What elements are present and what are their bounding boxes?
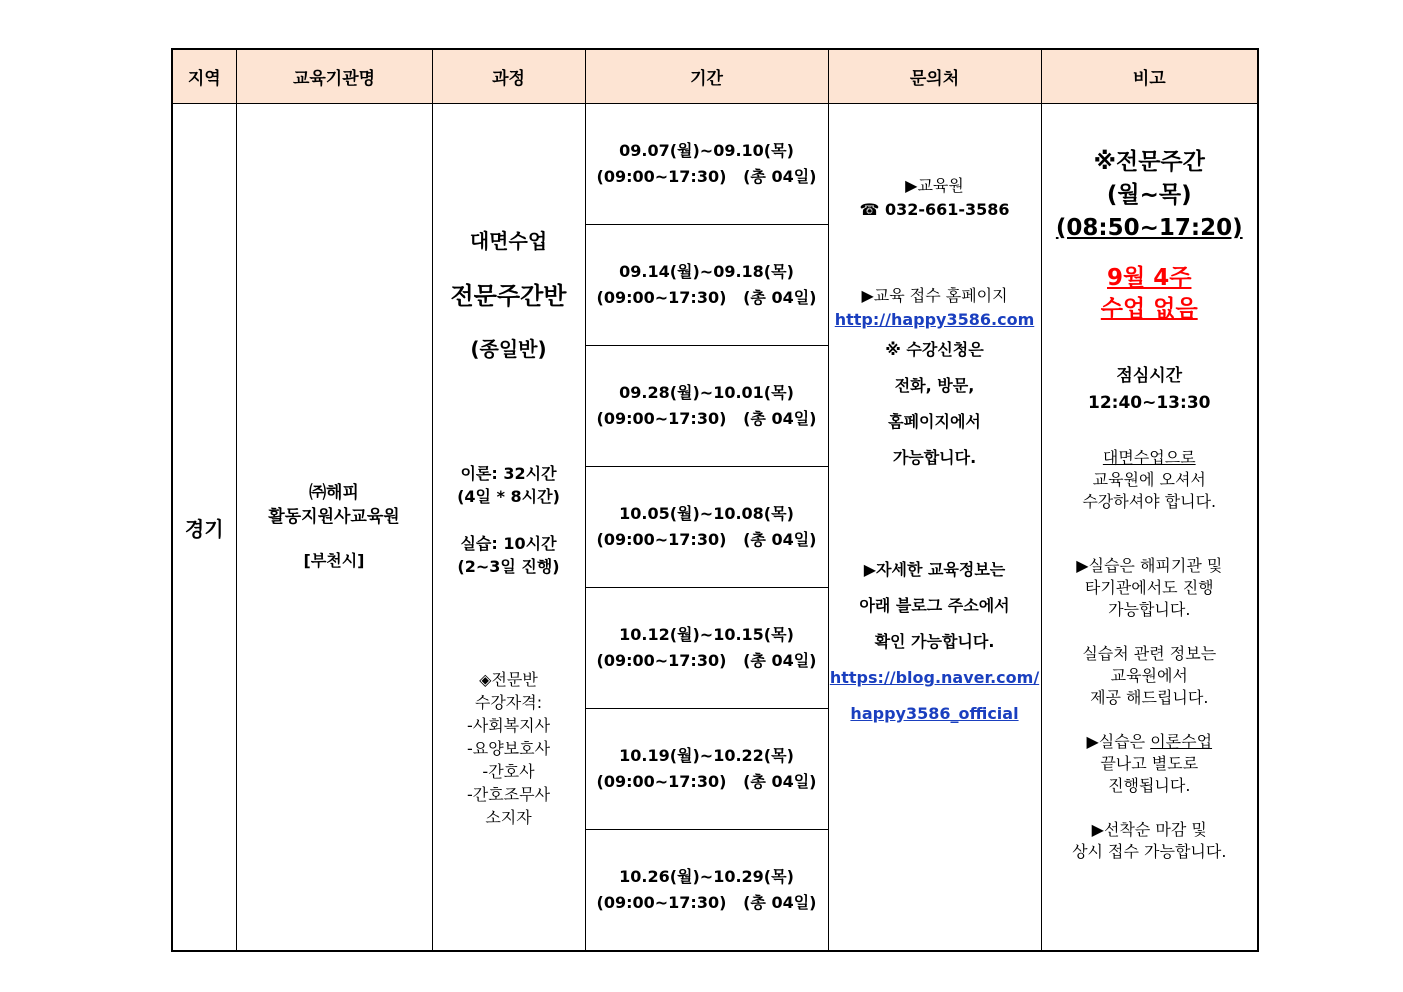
period-cell	[585, 588, 828, 709]
practice-hours: 실습: 10시간	[460, 534, 557, 553]
org-name-1: ㈜해피	[309, 483, 359, 503]
remark-note: 교육원에 오셔서	[1092, 470, 1206, 489]
remark-note: 상시 접수 가능합니다.	[1072, 842, 1227, 861]
qual-title: ◈전문반	[479, 670, 538, 689]
period-dates: 09.07(월)~09.10(목)	[619, 141, 794, 160]
lunch-label: 점심시간	[1116, 366, 1183, 386]
remark-note: 대면수업으로	[1102, 448, 1196, 467]
course-sub: (종일반)	[470, 337, 547, 361]
header-region: 지역	[172, 49, 236, 104]
period-time: (09:00~17:30) (총 04일)	[596, 893, 817, 912]
phone-number: ☎ 032-661-3586	[859, 200, 1010, 219]
org-cell	[236, 104, 432, 952]
period-dates: 10.05(월)~10.08(목)	[619, 504, 794, 523]
org-name-2: 활동지원사교육원	[268, 507, 400, 527]
practice-detail: (2~3일 진행)	[457, 557, 560, 576]
blog-link-2[interactable]: happy3586_official	[850, 704, 1019, 723]
table-row	[172, 104, 1258, 225]
header-row	[172, 49, 1258, 104]
remark-note: 진행됩니다.	[1108, 776, 1191, 795]
info-note: ▶자세한 교육정보는	[863, 560, 1006, 579]
period-dates: 09.14(월)~09.18(목)	[619, 262, 794, 281]
remark-note: 끝나고 별도로	[1100, 754, 1199, 773]
period-cell	[585, 104, 828, 225]
period-dates: 10.12(월)~10.15(목)	[619, 625, 794, 644]
info-note: 아래 블로그 주소에서	[859, 596, 1010, 615]
remark-note: 타기관에서도 진행	[1084, 578, 1214, 597]
header-contact: 문의처	[828, 49, 1041, 104]
period-time: (09:00~17:30) (총 04일)	[596, 530, 817, 549]
theory-hours: 이론: 32시간	[460, 464, 557, 483]
qual-item: -요양보호사	[466, 739, 551, 758]
qual-item: -간호조무사	[466, 785, 551, 804]
apply-note: 전화, 방문,	[894, 376, 975, 395]
remark-note: 교육원에서	[1110, 666, 1188, 685]
no-class-notice-2: 수업 없음	[1100, 296, 1198, 322]
remark-note: 실습처 관련 정보는	[1082, 644, 1217, 663]
header-course: 과정	[432, 49, 585, 104]
region-cell: 경기	[172, 104, 236, 952]
remark-time: (08:50~17:20)	[1055, 215, 1243, 241]
theory-detail: (4일 * 8시간)	[457, 487, 560, 506]
period-cell	[585, 225, 828, 346]
office-label: ▶교육원	[905, 176, 964, 195]
schedule-table	[171, 48, 1259, 952]
remark-days: (월~목)	[1106, 182, 1192, 208]
no-class-notice: 9월 4주	[1107, 265, 1192, 291]
qual-sub: 수강자격:	[474, 693, 543, 712]
period-time: (09:00~17:30) (총 04일)	[596, 651, 817, 670]
remark-note: 수강하셔야 합니다.	[1082, 492, 1217, 511]
period-cell	[585, 467, 828, 588]
qual-item: -간호사	[482, 762, 535, 781]
period-cell	[585, 346, 828, 467]
header-period: 기간	[585, 49, 828, 104]
period-dates: 10.26(월)~10.29(목)	[619, 867, 794, 886]
header-org: 교육기관명	[236, 49, 432, 104]
period-cell	[585, 830, 828, 952]
course-cell	[432, 104, 585, 952]
remark-title: ※전문주간	[1093, 149, 1205, 175]
apply-note: 홈페이지에서	[888, 412, 981, 431]
apply-note: ※ 수강신청은	[885, 340, 984, 359]
period-time: (09:00~17:30) (총 04일)	[596, 288, 817, 307]
course-name: 전문주간반	[450, 282, 567, 310]
apply-note: 가능합니다.	[892, 448, 977, 467]
period-time: (09:00~17:30) (총 04일)	[596, 167, 817, 186]
remark-note: ▶선착순 마감 및	[1091, 820, 1207, 839]
period-dates: 09.28(월)~10.01(목)	[619, 383, 794, 402]
info-note: 확인 가능합니다.	[874, 632, 995, 651]
remark-note: 제공 해드립니다.	[1090, 688, 1209, 707]
homepage-label: ▶교육 접수 홈페이지	[861, 286, 1008, 305]
org-city: [부천시]	[303, 551, 365, 570]
period-time: (09:00~17:30) (총 04일)	[596, 409, 817, 428]
remark-note: 가능합니다.	[1108, 600, 1191, 619]
header-remarks: 비고	[1041, 49, 1258, 104]
remark-note: ▶실습은 해피기관 및	[1076, 556, 1223, 575]
qual-item: -사회복지사	[466, 716, 551, 735]
course-type: 대면수업	[469, 229, 548, 253]
blog-link[interactable]: https://blog.naver.com/	[829, 668, 1040, 687]
qual-item: 소지자	[485, 808, 532, 827]
period-time: (09:00~17:30) (총 04일)	[596, 772, 817, 791]
contact-cell	[828, 104, 1041, 952]
lunch-time: 12:40~13:30	[1088, 393, 1211, 413]
period-dates: 10.19(월)~10.22(목)	[619, 746, 794, 765]
homepage-link[interactable]: http://happy3586.com	[834, 310, 1035, 329]
remarks-cell	[1041, 104, 1258, 952]
period-cell	[585, 709, 828, 830]
remark-note: ▶실습은 이론수업	[1086, 732, 1213, 751]
